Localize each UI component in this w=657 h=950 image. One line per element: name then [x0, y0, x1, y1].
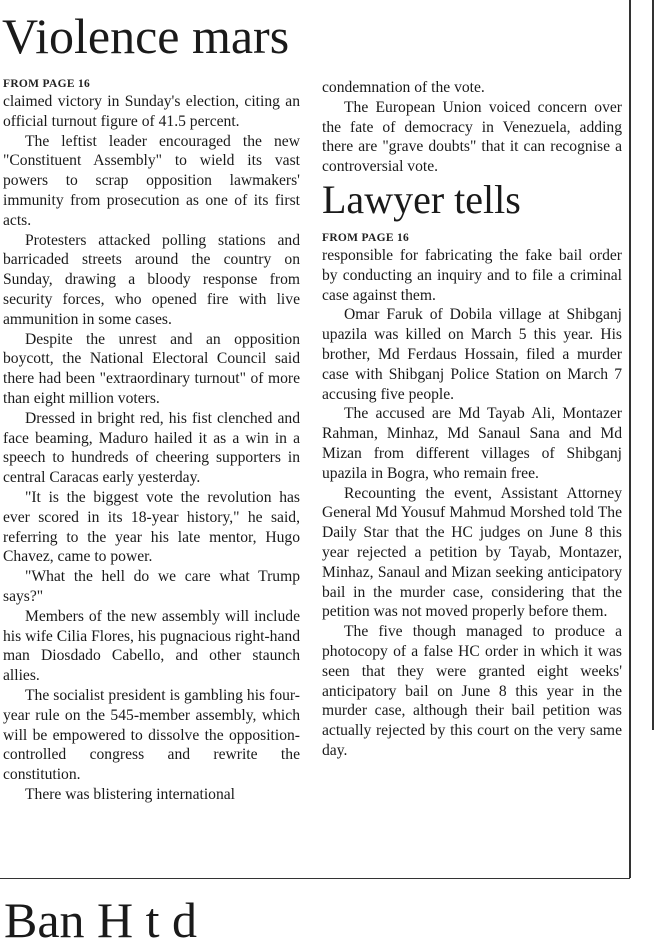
paragraph: Omar Faruk of Dobila village at Shibganj upazila was killed on March 5 this year. His brother, Md Ferdaus Hossain, filed a murder case with Shibganj Police Station on March 7 accusing five people. — [322, 306, 622, 403]
paragraph: claimed victory in Sunday's election, citing an official turnout figure of 41.5 percent. — [3, 93, 300, 130]
paragraph: Despite the unrest and an opposition boycott, the National Electoral Council said there had been "extraordinary turnout" of more than eight million voters. — [3, 330, 300, 407]
story1-right-column — [322, 78, 622, 177]
headline-lawyer-tells: Lawyer tells — [322, 177, 521, 222]
paragraph: Protesters attacked polling stations and barricaded streets around the country on Sunday, drawing a bloody response from security forces, who opened fire with live ammunition in some cases. — [3, 231, 300, 328]
paragraph: The leftist leader encouraged the new "Constituent Assembly" to wield its vast powers to scrap opposition lawmakers' immunity from prosecution as one of its first acts. — [3, 132, 300, 229]
headline-violence-mars: Violence mars — [2, 8, 290, 64]
section-divider — [0, 878, 630, 879]
column-divider — [629, 0, 631, 878]
paragraph: Recounting the event, Assistant Attorney General Md Yousuf Mahmud Morshed told The Daily Star that the HC judges on June 8 this year rejected a petition by Tayab, Montazer, Minhaz, Sanaul and Mizan seeking anticipatory bail in the murder case, considering that the petition was not moved properly before them. — [322, 484, 622, 621]
paragraph: Members of the new assembly will include his wife Cilia Flores, his pugnacious right-hand man Diosdado Cabello, and other staunch allies. — [3, 607, 300, 685]
paragraph: The socialist president is gambling his four-year rule on the 545-member assembly, which will be empowered to dissolve the opposition-controlled congress and rewrite the constitution. — [3, 686, 300, 784]
paragraph: "It is the biggest vote the revolution has ever scored in its 18-year history," he said, referring to the year his late mentor, Hugo Chavez, came to power. — [3, 488, 300, 566]
paragraph: The European Union voiced concern over the fate of democracy in Venezuela, adding there are "grave doubts" that it can recognise a controversial vote. — [322, 98, 622, 176]
paragraph: The five though managed to produce a photocopy of a false HC order in which it was seen that they were granted eight weeks' anticipatory bail on June 8 this year in the murder case, although their bail petition was actually rejected by this court on the very same day. — [322, 623, 622, 759]
page-edge-divider — [652, 0, 654, 730]
paragraph: The accused are Md Tayab Ali, Montazer Rahman, Minhaz, Md Sanaul Sana and Md Mizan from different villages of Shibganj upazila in Bogra, who remain free. — [322, 405, 622, 482]
paragraph: "What the hell do we care what Trump says?" — [3, 568, 300, 605]
next-headline-partial: Ban H t d — [4, 892, 198, 948]
story1-left-column — [3, 76, 300, 805]
paragraph: There was blistering international — [25, 785, 236, 803]
paragraph: responsible for fabricating the fake bail order by conducting an inquiry and to file a criminal case against them. — [322, 247, 622, 304]
story2-column — [322, 230, 622, 761]
paragraph: condemnation of the vote. — [322, 79, 485, 96]
jump-line: FROM PAGE 16 — [322, 232, 410, 244]
paragraph: Dressed in bright red, his fist clenched and face beaming, Maduro hailed it as a win in a speech to hundreds of cheering supporters in central Caracas early yesterday. — [3, 409, 300, 487]
jump-line: FROM PAGE 16 — [3, 78, 91, 90]
